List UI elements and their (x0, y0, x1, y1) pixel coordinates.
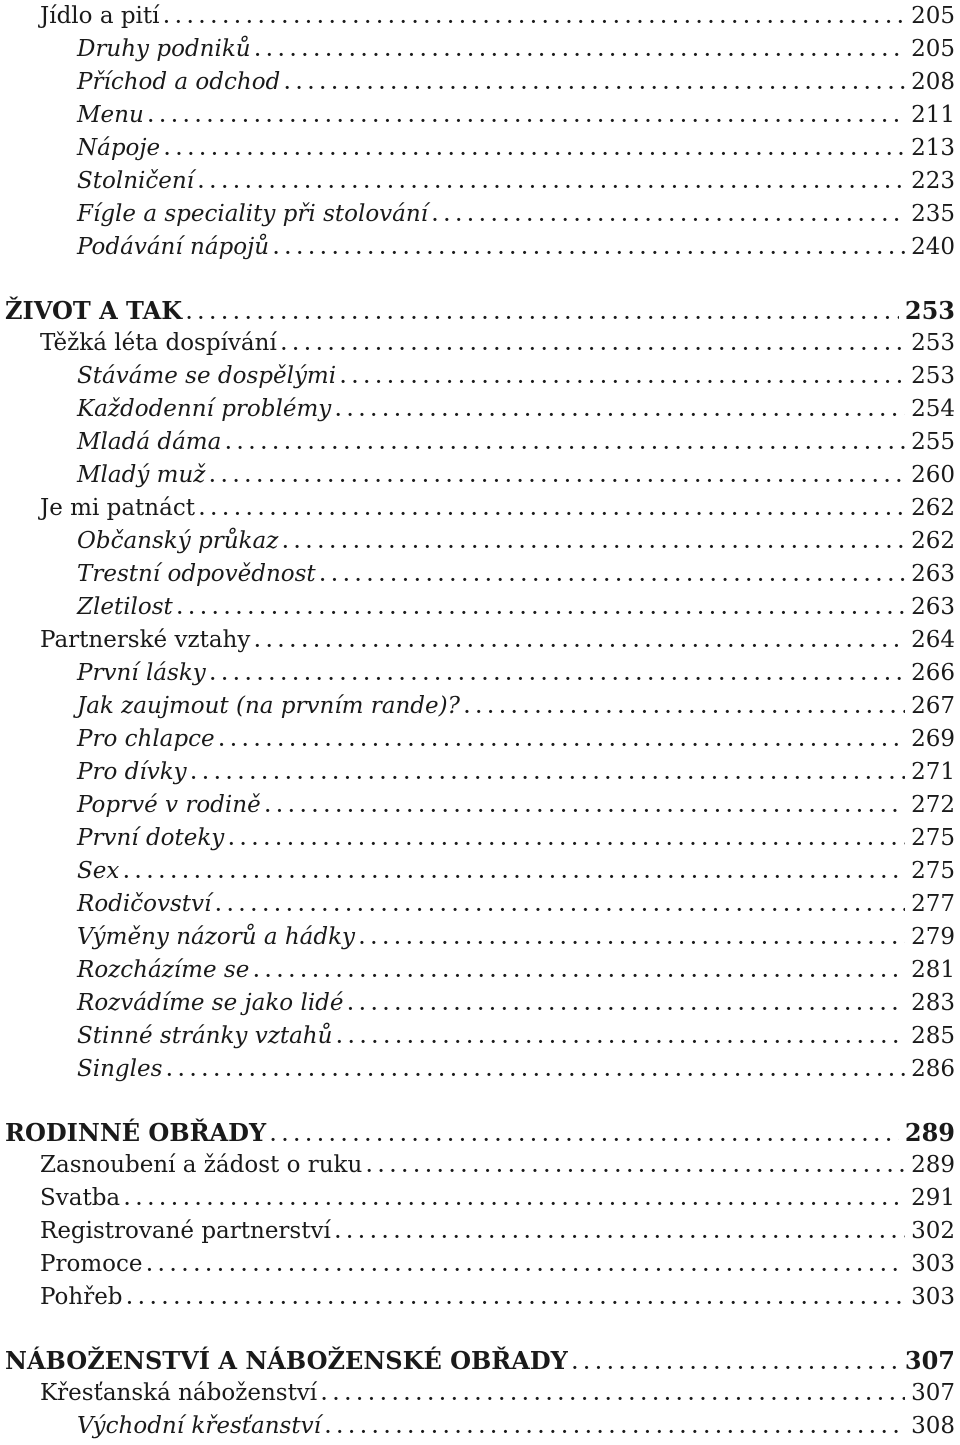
toc-entry (0, 657, 955, 690)
dot-leader (282, 527, 905, 560)
toc-entry-page-number: 260 (911, 462, 955, 488)
dot-leader (320, 560, 905, 593)
toc-entry (0, 1248, 955, 1281)
toc-entry (0, 1053, 955, 1086)
toc-entry-title: Partnerské vztahy (40, 627, 251, 653)
toc-entry-page-number: 303 (911, 1284, 955, 1310)
toc-entry-page-number: 208 (911, 69, 955, 95)
toc-entry-page-number: 235 (911, 201, 955, 227)
toc-entry (0, 1182, 955, 1215)
dot-leader (191, 758, 905, 791)
toc-entry-page-number: 263 (911, 594, 955, 620)
dot-leader (253, 956, 905, 989)
dot-leader (321, 1379, 905, 1412)
toc-entry (0, 360, 955, 393)
toc-entry (0, 66, 955, 99)
toc-entry-page-number: 302 (911, 1218, 955, 1244)
toc-entry-title: Křesťanská náboženství (40, 1380, 318, 1406)
toc-entry-page-number: 213 (911, 135, 955, 161)
toc-entry (0, 591, 955, 624)
toc-entry (0, 33, 955, 66)
toc-entry (0, 1281, 955, 1314)
toc-entry-page-number: 253 (904, 296, 955, 325)
toc-entry-title: Sex (77, 858, 120, 884)
dot-leader (432, 200, 905, 233)
toc-entry-title: Singles (77, 1056, 163, 1082)
toc-entry (0, 954, 955, 987)
toc-entry-title: Menu (77, 102, 144, 128)
toc-entry-title: Rozcházíme se (77, 957, 250, 983)
toc-entry-title: Podávání nápojů (77, 234, 270, 260)
toc-entry-page-number: 285 (911, 1023, 955, 1049)
dot-leader (215, 890, 905, 923)
toc-entry-title: Svatba (40, 1185, 121, 1211)
toc-entry-page-number: 286 (911, 1056, 955, 1082)
dot-leader (359, 923, 905, 956)
toc-entry (0, 99, 955, 132)
dot-leader (209, 461, 905, 494)
toc-entry (0, 921, 955, 954)
toc-entry (0, 888, 955, 921)
toc-entry-page-number: 269 (911, 726, 955, 752)
dot-leader (348, 989, 906, 1022)
toc-entry (0, 165, 955, 198)
toc-entry-title: Zletilost (77, 594, 173, 620)
toc-entry (0, 822, 955, 855)
toc-entry (0, 231, 955, 264)
toc-entry-page-number: 254 (911, 396, 955, 422)
toc-entry-title: Jídlo a pití (40, 3, 160, 29)
toc-entry-page-number: 205 (911, 3, 955, 29)
toc-entry-page-number: 223 (911, 168, 955, 194)
toc-entry-title: Je mi patnáct (40, 495, 195, 521)
toc-entry-title: Fígle a speciality při stolování (77, 201, 429, 227)
dot-leader (325, 1412, 905, 1445)
dot-leader (198, 167, 905, 200)
toc-entry (0, 393, 955, 426)
toc-entry-title: Mladá dáma (77, 429, 222, 455)
toc-entry (0, 1149, 955, 1182)
toc-entry (0, 525, 955, 558)
toc-entry-page-number: 272 (911, 792, 955, 818)
dot-leader (146, 1250, 905, 1283)
dot-leader (124, 1184, 905, 1217)
dot-leader (273, 233, 905, 266)
toc-entry (0, 327, 955, 360)
dot-leader (228, 824, 905, 857)
toc-entry-title: Příchod a odchod (77, 69, 281, 95)
dot-leader (281, 329, 905, 362)
toc-entry-title: Občanský průkaz (77, 528, 279, 554)
toc-entry-title: Promoce (40, 1251, 143, 1277)
toc-entry (0, 558, 955, 591)
toc-entry-title: Pro chlapce (77, 726, 215, 752)
toc-section-heading (0, 1116, 955, 1149)
toc-section-heading (0, 294, 955, 327)
toc-entry-page-number: 262 (911, 495, 955, 521)
toc-entry (0, 789, 955, 822)
toc-entry-title: Rodičovství (77, 891, 212, 917)
toc-entry-page-number: 264 (911, 627, 955, 653)
toc-entry-page-number: 211 (911, 102, 955, 128)
toc-entry (0, 1020, 955, 1053)
dot-leader (219, 725, 905, 758)
toc-entry-title: RODINNÉ OBŘADY (5, 1118, 267, 1147)
toc-entry (0, 1215, 955, 1248)
toc-entry-title: Stáváme se dospělými (77, 363, 337, 389)
toc-entry-title: Trestní odpovědnost (77, 561, 316, 587)
toc-entry-page-number: 275 (911, 825, 955, 851)
dot-leader (464, 692, 905, 725)
toc-entry-page-number: 271 (911, 759, 955, 785)
dot-leader (336, 1022, 905, 1055)
toc-entry-title: První doteky (77, 825, 225, 851)
toc-entry-title: NÁBOŽENSTVÍ A NÁBOŽENSKÉ OBŘADY (5, 1346, 568, 1375)
toc-section-heading (0, 1344, 955, 1377)
toc-entry (0, 1410, 955, 1443)
toc-entry-page-number: 277 (911, 891, 955, 917)
toc-entry-title: Druhy podniků (77, 36, 251, 62)
toc-entry (0, 756, 955, 789)
toc-entry-page-number: 279 (911, 924, 955, 950)
toc-entry-title: První lásky (77, 660, 206, 686)
toc-entry (0, 426, 955, 459)
toc-entry-title: Každodenní problémy (77, 396, 332, 422)
toc-entry-title: Rozvádíme se jako lidé (77, 990, 344, 1016)
toc-entry-title: Jak zaujmout (na prvním rande)? (77, 693, 460, 719)
dot-leader (123, 857, 905, 890)
toc-entry-title: ŽIVOT A TAK (5, 296, 183, 325)
toc-entry-page-number: 275 (911, 858, 955, 884)
toc-entry (0, 624, 955, 657)
toc-entry-title: Těžká léta dospívání (40, 330, 277, 356)
toc-entry-page-number: 266 (911, 660, 955, 686)
dot-leader (199, 494, 905, 527)
toc-entry-page-number: 281 (911, 957, 955, 983)
toc-entry-page-number: 205 (911, 36, 955, 62)
toc-entry-page-number: 291 (911, 1185, 955, 1211)
toc-entry-title: Stinné stránky vztahů (77, 1023, 333, 1049)
toc-entry-title: Zasnoubení a žádost o ruku (40, 1152, 363, 1178)
dot-leader (340, 362, 905, 395)
dot-leader (177, 593, 905, 626)
dot-leader (284, 68, 905, 101)
dot-leader (265, 791, 905, 824)
dot-leader (225, 428, 905, 461)
toc-entry-page-number: 255 (911, 429, 955, 455)
toc-entry (0, 132, 955, 165)
dot-leader (210, 659, 905, 692)
toc-entry-title: Stolničení (77, 168, 195, 194)
toc-entry (0, 198, 955, 231)
toc-entry (0, 1377, 955, 1410)
dot-leader (166, 1055, 905, 1088)
dot-leader (164, 2, 906, 35)
toc-entry-page-number: 267 (911, 693, 955, 719)
dot-leader (254, 626, 905, 659)
toc-entry-page-number: 262 (911, 528, 955, 554)
toc-entry (0, 723, 955, 756)
dot-leader (335, 395, 905, 428)
toc-entry-page-number: 240 (911, 234, 955, 260)
toc-entry (0, 492, 955, 525)
toc-entry-title: Poprvé v rodině (77, 792, 261, 818)
toc-entry (0, 987, 955, 1020)
dot-leader (335, 1217, 905, 1250)
toc-entry-title: Východní křesťanství (77, 1413, 321, 1439)
toc-entry-page-number: 253 (911, 330, 955, 356)
toc-entry-title: Výměny názorů a hádky (77, 924, 356, 950)
toc-entry-page-number: 307 (904, 1346, 955, 1375)
toc-entry-page-number: 308 (911, 1413, 955, 1439)
dot-leader (127, 1283, 906, 1316)
toc-entry (0, 459, 955, 492)
toc-entry-title: Pohřeb (40, 1284, 123, 1310)
toc-entry (0, 690, 955, 723)
toc-entry-title: Registrované partnerství (40, 1218, 331, 1244)
toc-entry-page-number: 283 (911, 990, 955, 1016)
dot-leader (366, 1151, 905, 1184)
toc-entry-page-number: 253 (911, 363, 955, 389)
toc-entry-page-number: 289 (904, 1118, 955, 1147)
dot-leader (255, 35, 906, 68)
toc-entry-page-number: 303 (911, 1251, 955, 1277)
toc-entry-page-number: 307 (911, 1380, 955, 1406)
toc-entry-title: Pro dívky (77, 759, 187, 785)
dot-leader (148, 101, 905, 134)
dot-leader (164, 134, 905, 167)
toc-entry (0, 855, 955, 888)
toc-entry (0, 0, 955, 33)
toc-entry-page-number: 289 (911, 1152, 955, 1178)
toc-entry-page-number: 263 (911, 561, 955, 587)
toc-entry-title: Mladý muž (77, 462, 206, 488)
toc-entry-title: Nápoje (77, 135, 161, 161)
